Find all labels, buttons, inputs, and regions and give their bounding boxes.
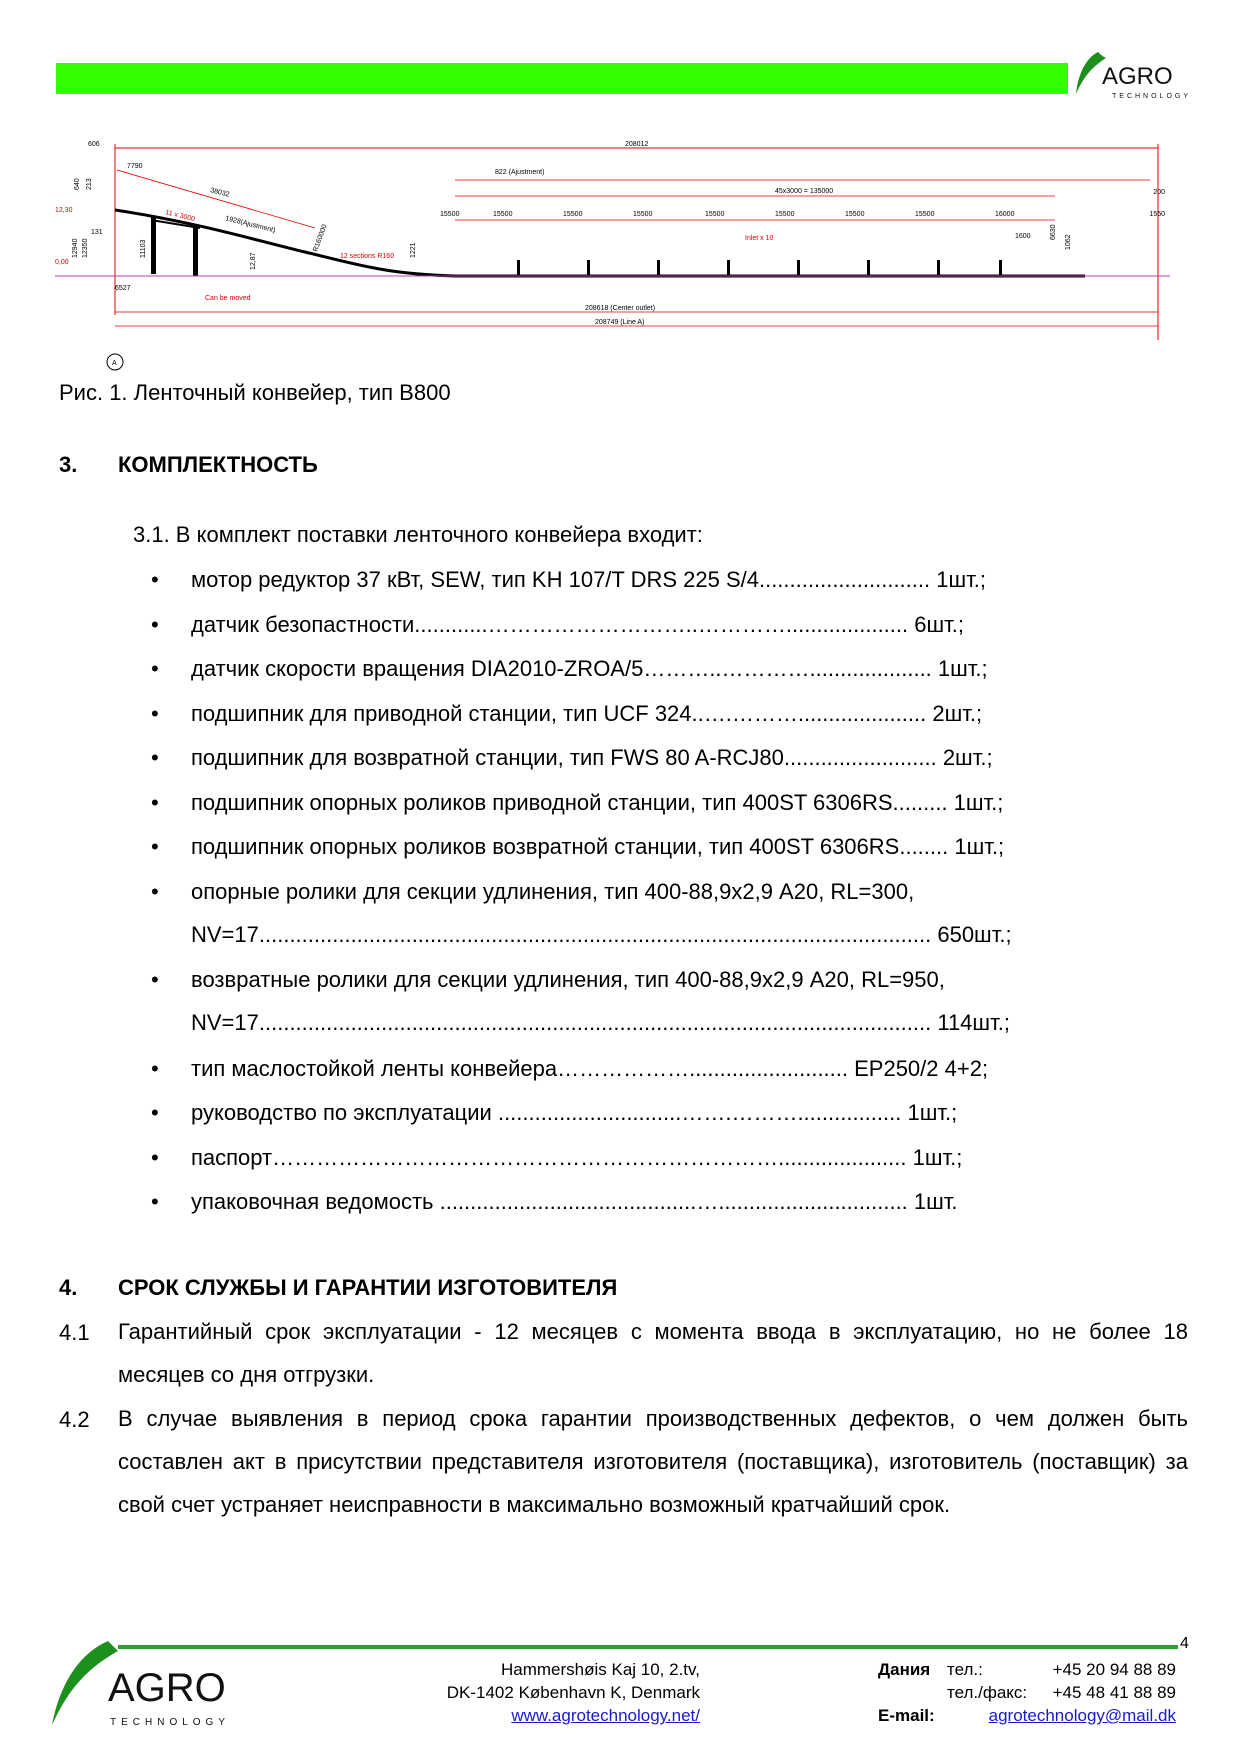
list-item-text: паспорт……………………………………………………………..................... 1шт.; — [191, 1145, 963, 1170]
sections-label: 12 sections R160 — [340, 253, 395, 260]
list-item-text: упаковочная ведомость ..........................................…............................... 1шт. — [191, 1189, 958, 1214]
paragraph-text: В случае выявления в период срока гарантии производственных дефектов, о чем должен быть составлен акт в присутствии представителя изготовителя (поставщика), изготовитель (поставщик) за свой счет устраняет неисправности в максимально возможный кратчайший срок. — [118, 1406, 1188, 1517]
figure-caption: Рис. 1. Ленточный конвейер, тип В800 — [59, 380, 451, 405]
footer-country: Дания — [878, 1660, 931, 1679]
svg-text:15500: 15500 — [775, 211, 795, 218]
dim-12350: 12350 — [82, 238, 89, 258]
dim-208618: 208618 (Center outlet) — [585, 305, 656, 312]
paragraph-text: Гарантийный срок эксплуатации - 12 месяцев с момента ввода в эксплуатацию, но не более 18 месяцев со дня отгрузки. — [118, 1319, 1188, 1387]
svg-text:15500: 15500 — [915, 211, 935, 218]
dim-6630: 6630 — [1050, 224, 1057, 240]
list-item-text: подшипник опорных роликов приводной станции, тип 400ST 6306RS......... 1шт.; — [191, 790, 1004, 815]
bullet: • — [151, 1145, 159, 1170]
list-item-text-cont: NV=17.............................................................................................................. 114шт.; — [191, 1010, 1010, 1035]
footer-line — [118, 1645, 1178, 1649]
radius-r160000: R160000 — [312, 223, 329, 253]
dim-11103: 11103 — [140, 239, 147, 258]
dim-822: 822 (Ajustment) — [495, 169, 545, 176]
svg-text:15500: 15500 — [563, 211, 583, 218]
dim-1550: 1550 — [1149, 211, 1165, 218]
dim-0-00: 0,00 — [55, 259, 69, 266]
bullet: • — [151, 612, 159, 637]
list-item-text: руководство по эксплуатации ..............................…….………................. 1шт.; — [191, 1100, 958, 1125]
logo-sub: TECHNOLOGY — [110, 1717, 231, 1728]
dim-131: 131 — [91, 229, 103, 236]
section-3-intro: 3.1. В комплект поставки ленточного конвейера входит: — [133, 522, 703, 547]
list-item-text: подшипник для приводной станции, тип UCF 324..….………..................... 2шт.; — [191, 701, 983, 726]
header-green-bar — [56, 63, 1068, 94]
agro-logo-top — [1072, 50, 1192, 104]
dim-12940: 12940 — [72, 238, 79, 258]
leaf-logo-icon — [1072, 50, 1192, 104]
list-item-text: датчик безопастности............………………………..………….................... 6шт.; — [191, 612, 964, 637]
svg-text:15500: 15500 — [633, 211, 653, 218]
axis-label: A — [112, 360, 117, 367]
dim-208749: 208749 (Line A) — [595, 319, 645, 326]
bullet: • — [151, 879, 159, 904]
bullet: • — [151, 967, 159, 992]
dim-7790: 7790 — [127, 163, 143, 170]
conveyor-drawing — [55, 140, 1170, 380]
bullet: • — [151, 1189, 159, 1214]
dim-606: 606 — [88, 141, 100, 148]
dim-12-30: 12,30 — [55, 207, 73, 214]
page-number: 4 — [1180, 1635, 1189, 1652]
dim-38032: 38032 — [209, 187, 231, 199]
dim-1600: 1600 — [1015, 233, 1031, 240]
dim-1221: 1221 — [410, 242, 417, 258]
list-item-text: мотор редуктор 37 кВт, SEW, тип KH 107/T DRS 225 S/4............................ 1шт.; — [191, 567, 986, 592]
dim-11x3000: 11 x 3000 — [164, 209, 196, 224]
section-3-title: КОМПЛЕКТНОСТЬ — [118, 452, 318, 477]
section-4-number: 4. — [59, 1275, 78, 1300]
agro-logo-bottom — [40, 1633, 240, 1733]
inlet-label: Inlet x 10 — [745, 235, 774, 242]
list-item-text: датчик скорости вращения DIA2010-ZROA/5………..………….................... 1шт.; — [191, 656, 988, 681]
dim-45x3000: 45x3000 = 135000 — [775, 188, 834, 195]
svg-text:15500: 15500 — [705, 211, 725, 218]
list-item-text: возвратные ролики для секции удлинения, тип 400-88,9х2,9 А20, RL=950, — [191, 967, 945, 992]
footer-address-2: DK-1402 København K, Denmark — [446, 1683, 700, 1702]
paragraph-number: 4.1 — [59, 1320, 90, 1345]
leaf-logo-icon — [40, 1633, 240, 1733]
paragraph-number: 4.2 — [59, 1407, 90, 1432]
dim-640: 640 — [74, 178, 81, 190]
footer-tel-label: тел.: — [947, 1660, 983, 1679]
footer-email-label: E-mail: — [878, 1706, 935, 1725]
bullet: • — [151, 790, 159, 815]
logo-sub: TECHNOLOGY — [1112, 93, 1192, 100]
dim-200: 200 — [1153, 189, 1165, 196]
svg-text:15500: 15500 — [493, 211, 513, 218]
logo-word: AGRO — [1102, 63, 1173, 90]
svg-text:15500: 15500 — [440, 211, 460, 218]
footer-website-link[interactable]: www.agrotechnology.net/ — [511, 1706, 700, 1725]
dim-213: 213 — [86, 178, 93, 190]
bullet: • — [151, 567, 159, 592]
dim-15500: 15500 — [845, 211, 865, 218]
list-item-text: подшипник опорных роликов возвратной станции, тип 400ST 6306RS........ 1шт.; — [191, 834, 1005, 859]
dim-16000: 16000 — [995, 211, 1015, 218]
logo-word: AGRO — [108, 1666, 226, 1710]
footer-tel: +45 20 94 88 89 — [1052, 1660, 1176, 1679]
footer-email-link[interactable]: agrotechnology@mail.dk — [988, 1706, 1176, 1725]
list-item-text: опорные ролики для секции удлинения, тип 400-88,9х2,9 А20, RL=300, — [191, 879, 915, 904]
bullet: • — [151, 1056, 159, 1081]
list-item-text: подшипник для возвратной станции, тип FWS 80 A-RCJ80......................... 2шт.; — [191, 745, 993, 770]
dim-6527: 6527 — [115, 285, 131, 292]
dim-1928: 1928(Ajustment) — [224, 215, 277, 235]
bullet: • — [151, 1100, 159, 1125]
list-item-text: тип маслостойкой ленты конвейера……………….......................... EP250/2 4+2; — [191, 1056, 989, 1081]
can-be-moved-label: Can be moved — [205, 295, 251, 302]
dim-12-87: 12,87 — [250, 252, 257, 270]
section-4-title: СРОК СЛУЖБЫ И ГАРАНТИИ ИЗГОТОВИТЕЛЯ — [118, 1275, 618, 1300]
list-item-text-cont: NV=17.............................................................................................................. 650шт.; — [191, 922, 1012, 947]
bullet: • — [151, 745, 159, 770]
footer-fax: +45 48 41 88 89 — [1052, 1683, 1176, 1702]
bullet: • — [151, 834, 159, 859]
footer-fax-label: тел./факс: — [947, 1683, 1028, 1702]
dim-1062: 1062 — [1065, 234, 1072, 250]
section-3-number: 3. — [59, 452, 78, 477]
footer-address-1: Hammershøis Kaj 10, 2.tv, — [500, 1660, 700, 1679]
dim-208012: 208012 — [625, 141, 649, 148]
bullet: • — [151, 701, 159, 726]
bullet: • — [151, 656, 159, 681]
conveyor-drawing-svg — [55, 140, 1170, 380]
